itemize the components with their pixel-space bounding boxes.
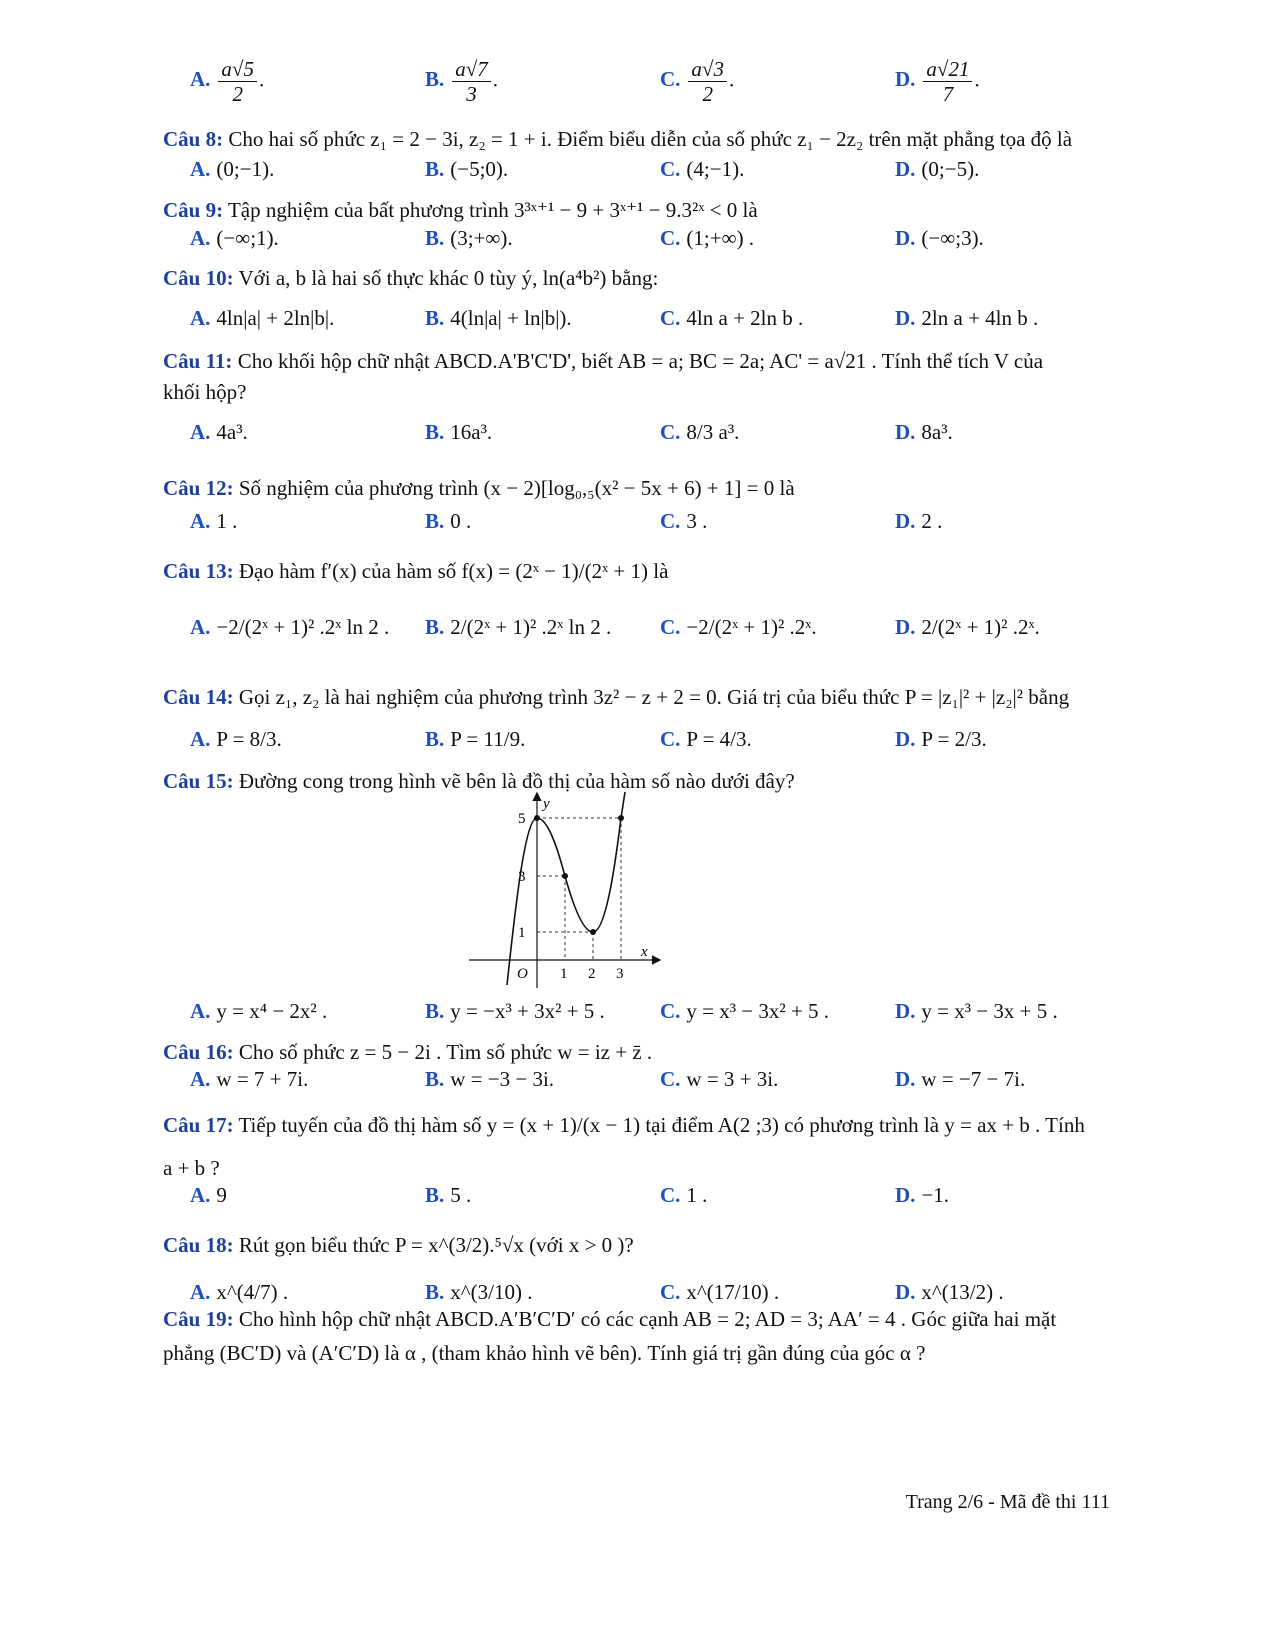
q17-option-d: D. −1.	[895, 1183, 950, 1207]
q9-option-c: C. (1;+∞) .	[660, 226, 755, 250]
q9-option-b: B. (3;+∞).	[425, 226, 513, 250]
x-tick-1: 1	[560, 966, 568, 982]
q11-option-a: A. 4a³.	[190, 420, 248, 444]
q7-option-b: B. $\frac{a√7}{3}$ .	[425, 57, 499, 106]
y-axis-label: y	[543, 796, 550, 812]
q17-option-c: C. 1 .	[660, 1183, 708, 1207]
q18-stem: Câu 18: Rút gọn biểu thức P = x^(3/2).⁵√x (với x > 0 )?	[163, 1233, 634, 1257]
q18-option-c: C. x^(17/10) .	[660, 1280, 780, 1304]
q10-option-b: B. 4(ln|a| + ln|b|).	[425, 306, 572, 330]
q7-option-c: C. $\frac{a√3}{2}$ .	[660, 57, 735, 106]
q12-stem: Câu 12: Số nghiệm của phương trình (x − 2)[log₀,₅(x² − 5x + 6) + 1] = 0 là	[163, 476, 795, 500]
q10-stem: Câu 10: Với a, b là hai số thực khác 0 tùy ý, ln(a⁴b²) bằng:	[163, 266, 659, 290]
origin-label: O	[517, 966, 528, 982]
fraction: $\frac{a√5}{2}$	[218, 57, 257, 106]
point-2-1	[590, 929, 596, 935]
q16-stem: Câu 16: Cho số phức z = 5 − 2i . Tìm số phức w = iz + z̄ .	[163, 1040, 653, 1064]
q8-stem: Câu 8: Cho hai số phức z₁ = 2 − 3i, z₂ = 1 + i. Điểm biểu diễn của số phức z₁ − 2z₂ trên mặt phẳng tọa độ là	[163, 127, 1073, 151]
q18-option-b: B. x^(3/10) .	[425, 1280, 533, 1304]
q14-option-d: D. P = 2/3.	[895, 727, 987, 751]
q16-option-d: D. w = −7 − 7i.	[895, 1067, 1026, 1091]
q14-option-b: B. P = 11/9.	[425, 727, 526, 751]
q10-option-a: A. 4ln|a| + 2ln|b|.	[190, 306, 335, 330]
fraction: $\frac{a√21}{7}$	[923, 57, 972, 106]
q12-option-c: C. 3 .	[660, 509, 708, 533]
q8-option-a: A. (0;−1).	[190, 157, 275, 181]
q12-option-a: A. 1 .	[190, 509, 238, 533]
q7-options	[190, 57, 1150, 117]
q17-option-a: A. 9	[190, 1183, 227, 1207]
q11-options	[190, 420, 1150, 480]
q17-stem: Câu 17: Tiếp tuyến của đồ thị hàm số y = (x + 1)/(x − 1) tại điểm A(2 ;3) có phương trình là y = ax + b . Tính	[163, 1113, 1085, 1137]
fraction: $\frac{a√3}{2}$	[688, 57, 727, 106]
q12-option-d: D. 2 .	[895, 509, 943, 533]
point-1-3	[562, 873, 568, 879]
q9-option-d: D. (−∞;3).	[895, 226, 984, 250]
q18-option-a: A. x^(4/7) .	[190, 1280, 289, 1304]
q15-graph	[467, 790, 667, 990]
q9-option-a: A. (−∞;1).	[190, 226, 279, 250]
q11-option-d: D. 8a³.	[895, 420, 953, 444]
point-3-5	[618, 815, 624, 821]
x-axis-label: x	[641, 944, 648, 960]
q16-option-b: B. w = −3 − 3i.	[425, 1067, 555, 1091]
q8-option-d: D. (0;−5).	[895, 157, 980, 181]
q15-option-c: C. y = x³ − 3x² + 5 .	[660, 999, 830, 1023]
q7-option-a: A. $\frac{a√5}{2}$ .	[190, 57, 265, 106]
q13-option-b: B. 2/(2ˣ + 1)² .2ˣ ln 2 .	[425, 615, 612, 639]
q10-option-d: D. 2ln a + 4ln b .	[895, 306, 1039, 330]
q15-option-a: A. y = x⁴ − 2x² .	[190, 999, 328, 1023]
x-tick-3: 3	[616, 966, 624, 982]
q15-option-b: B. y = −x³ + 3x² + 5 .	[425, 999, 605, 1023]
q11-stem-continued: khối hộp?	[163, 380, 247, 404]
y-tick-1: 1	[518, 925, 526, 941]
y-tick-5: 5	[518, 811, 526, 827]
q7-option-d: D. $\frac{a√21}{7}$ .	[895, 57, 980, 106]
q14-stem: Câu 14: Gọi z₁, z₂ là hai nghiệm của phương trình 3z² − z + 2 = 0. Giá trị của biểu thức P = |z₁|² + |z₂|² bằng	[163, 685, 1070, 709]
q13-options	[190, 615, 1150, 675]
q12-option-b: B. 0 .	[425, 509, 472, 533]
page-footer: Trang 2/6 - Mã đề thi 111	[905, 1491, 1110, 1513]
point-0-5	[534, 815, 540, 821]
q13-option-a: A. −2/(2ˣ + 1)² .2ˣ ln 2 .	[190, 615, 390, 639]
q8-option-c: C. (4;−1).	[660, 157, 745, 181]
y-tick-3: 3	[518, 869, 526, 885]
q13-option-d: D. 2/(2ˣ + 1)² .2ˣ.	[895, 615, 1040, 639]
q11-stem: Câu 11: Cho khối hộp chữ nhật ABCD.A'B'C'D', biết AB = a; BC = 2a; AC' = a√21 . Tính thể tích V của	[163, 349, 1044, 373]
q15-option-d: D. y = x³ − 3x + 5 .	[895, 999, 1058, 1023]
q19-stem: Câu 19: Cho hình hộp chữ nhật ABCD.A′B′C′D′ có các cạnh AB = 2; AD = 3; AA′ = 4 . Góc giữa hai mặt	[163, 1307, 1057, 1331]
q13-option-c: C. −2/(2ˣ + 1)² .2ˣ.	[660, 615, 817, 639]
q14-option-c: C. P = 4/3.	[660, 727, 752, 751]
q9-stem: Câu 9: Tập nghiệm của bất phương trình 3³ˣ⁺¹ − 9 + 3ˣ⁺¹ − 9.3²ˣ < 0 là	[163, 198, 758, 222]
q11-option-b: B. 16a³.	[425, 420, 493, 444]
q11-option-c: C. 8/3 a³.	[660, 420, 740, 444]
q17-stem-continued: a + b ?	[163, 1156, 220, 1180]
q16-option-a: A. w = 7 + 7i.	[190, 1067, 309, 1091]
q15-stem: Câu 15: Đường cong trong hình vẽ bên là đồ thị của hàm số nào dưới đây?	[163, 769, 795, 793]
q17-option-b: B. 5 .	[425, 1183, 472, 1207]
q16-option-c: C. w = 3 + 3i.	[660, 1067, 779, 1091]
x-tick-2: 2	[588, 966, 596, 982]
q10-option-c: C. 4ln a + 2ln b .	[660, 306, 804, 330]
fraction: $\frac{a√7}{3}$	[452, 57, 491, 106]
q13-stem: Câu 13: Đạo hàm f′(x) của hàm số f(x) = (2ˣ − 1)/(2ˣ + 1) là	[163, 559, 669, 583]
q14-option-a: A. P = 8/3.	[190, 727, 282, 751]
q8-option-b: B. (−5;0).	[425, 157, 509, 181]
q19-stem-continued: phẳng (BC′D) và (A′C′D) là α , (tham khảo hình vẽ bên). Tính giá trị gần đúng của góc α ?	[163, 1341, 926, 1365]
q18-option-d: D. x^(13/2) .	[895, 1280, 1004, 1304]
